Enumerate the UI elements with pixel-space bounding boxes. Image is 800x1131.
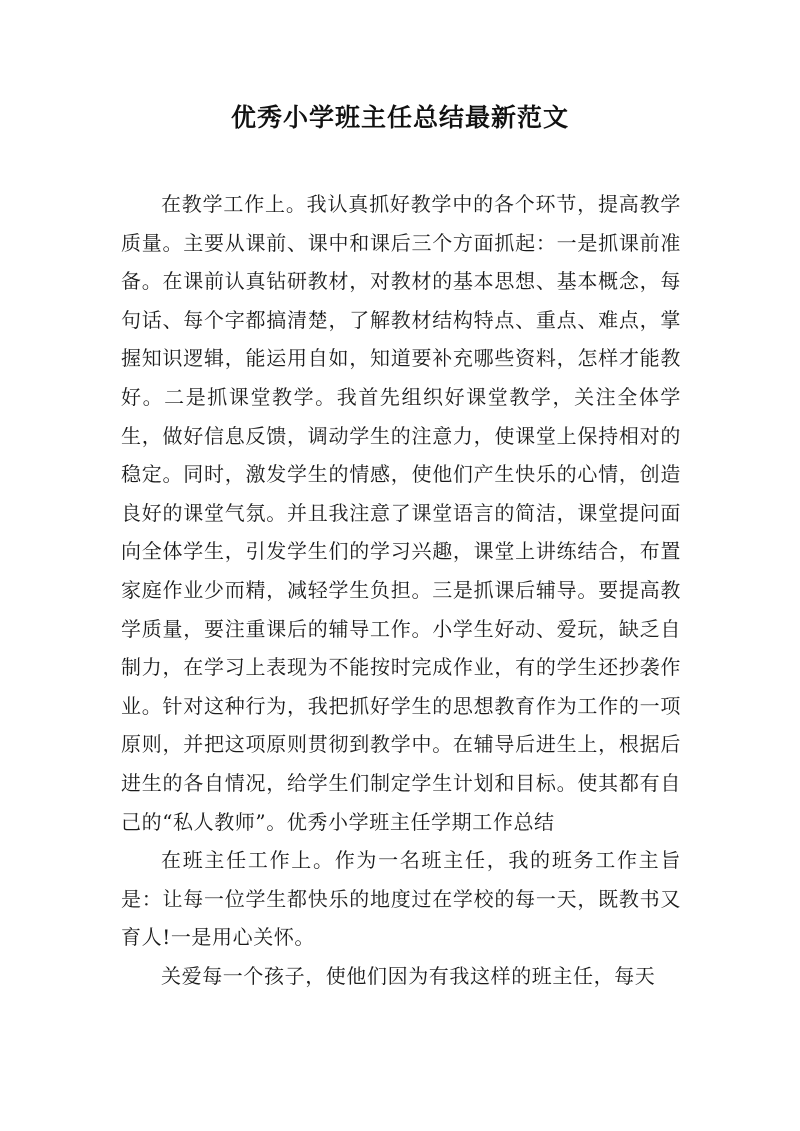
paragraph-teaching: 在教学工作上。我认真抓好教学中的各个环节，提高教学质量。主要从课前、课中和课后三个方面抓起：一是抓课前准备。在课前认真钻研教材，对教材的基本思想、基本概念，每句话、每个字都搞清楚，了解教材结构特点、重点、难点，掌握知识逻辑，能运用自如，知道要补充哪些资料，怎样才能教好。二是抓课堂教学。我首先组织好课堂教学，关注全体学生，做好信息反馈，调动学生的注意力，使课堂上保持相对的稳定。同时，激发学生的情感，使他们产生快乐的心情，创造良好的课堂气氛。并且我注意了课堂语言的简洁，课堂提问面向全体学生，引发学生们的学习兴趣，课堂上讲练结合，布置家庭作业少而精，减轻学生负担。三是抓课后辅导。要提高教学质量，要注重课后的辅导工作。小学生好动、爱玩，缺乏自制力，在学习上表现为不能按时完成作业，有的学生还抄袭作业。针对这种行为，我把抓好学生的思想教育作为工作的一项原则，并把这项原则贯彻到教学中。在辅导后进生上，根据后进生的各自情况，给学生们制定学生计划和目标。使其都有自己的“私人教师”。优秀小学班主任学期工作总结 (121, 192, 681, 834)
document-body (121, 185, 681, 995)
paragraph-care: 关爱每一个孩子，使他们因为有我这样的班主任，每天 (161, 963, 656, 988)
paragraph-class-teacher: 在班主任工作上。作为一名班主任，我的班务工作主旨是：让每一位学生都快乐的地度过在学校的每一天，既教书又育人!一是用心关怀。 (121, 848, 681, 950)
document-title: 优秀小学班主任总结最新范文 (230, 103, 569, 132)
